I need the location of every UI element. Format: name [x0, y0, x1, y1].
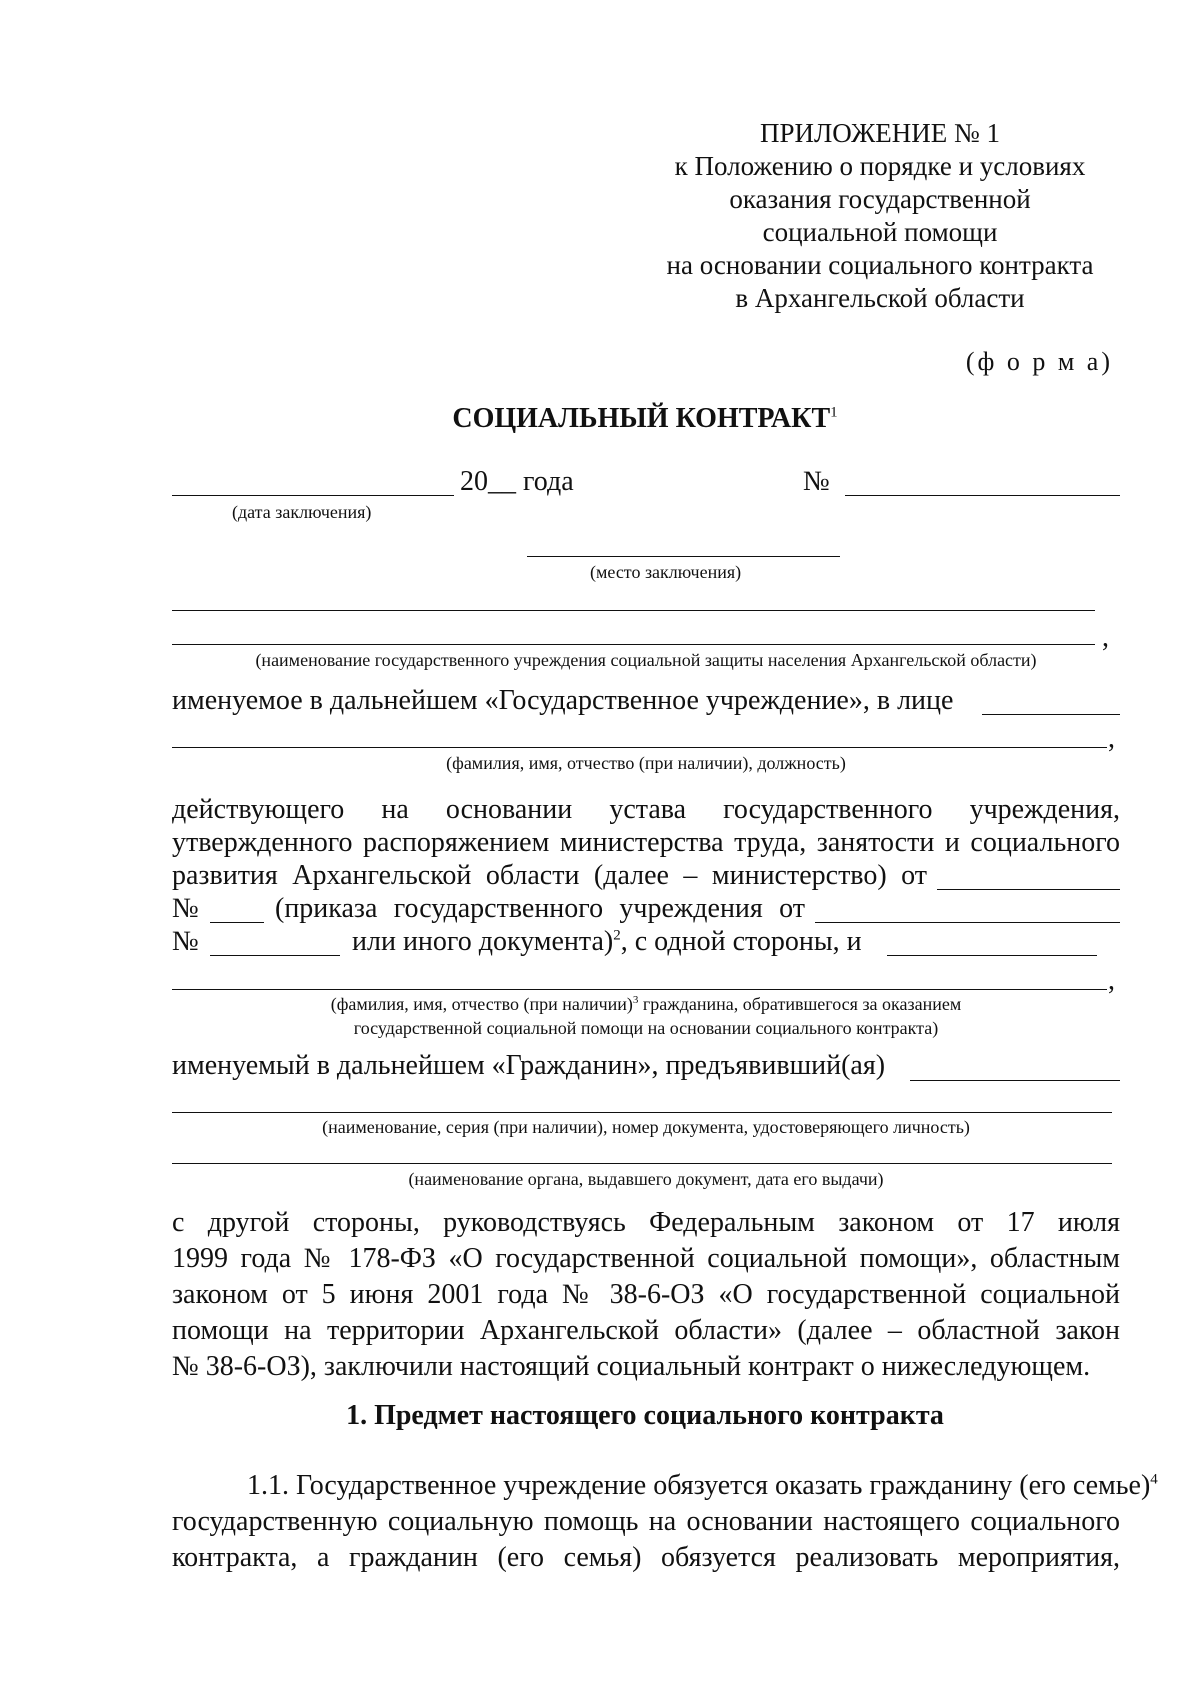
acting-line-5: [352, 926, 862, 958]
place-caption: (место заключения): [590, 562, 742, 582]
id-document-caption: (наименование, серия (при наличии), номер документа, удостоверяющего личность): [322, 1117, 970, 1137]
acting-line-5-tail: , с одной стороны, и: [620, 926, 862, 957]
paragraph-text: 1.1. Государственное учреждение обязуется оказать гражданину (его семье): [247, 1470, 1151, 1501]
date-caption: (дата заключения): [232, 502, 372, 522]
appendix-block: [640, 117, 1120, 315]
form-label: (ф о р м а): [965, 347, 1113, 376]
acting-line-5-text: или иного документа): [352, 926, 614, 957]
word: основании: [445, 794, 573, 825]
footnote-ref: 4: [1150, 1471, 1158, 1488]
acting-line-1: [172, 794, 1120, 826]
footnote-ref: 2: [613, 927, 621, 944]
number-sign: №: [172, 926, 199, 957]
named-institution-text: именуемое в дальнейшем «Государственное учреждение», в лице: [172, 685, 954, 716]
ministry-date-field[interactable]: [937, 889, 1120, 890]
appendix-line: к Положению о порядке и условиях: [674, 151, 1086, 181]
caption-text: гражданина, обратившегося за оказанием: [638, 994, 962, 1014]
issuer-caption: (наименование органа, выдавшего документ, дата его выдачи): [408, 1169, 884, 1189]
preamble-line-3: законом от 5 июня 2001 года № 38-6-ОЗ «О государственной социальной: [172, 1279, 1120, 1310]
number-sign: №: [803, 466, 830, 497]
number-sign: №: [172, 893, 199, 924]
caption-text: (фамилия, имя, отчество (при наличии): [330, 994, 633, 1014]
appendix-number: ПРИЛОЖЕНИЕ № 1: [759, 118, 1001, 148]
word: государственного: [723, 794, 933, 825]
word: устава: [609, 794, 687, 825]
appendix-line: социальной помощи: [762, 217, 998, 247]
section-paragraph-line-3: контракта, а гражданин (его семья) обязуется реализовать мероприятия,: [172, 1542, 1120, 1573]
comma: ,: [1102, 622, 1109, 653]
footnote-ref: 3: [632, 994, 639, 1006]
preamble-line-1: с другой стороны, руководствуясь Федеральным законом от 17 июля: [172, 1207, 1120, 1238]
institution-caption: (наименование государственного учреждения социальной защиты населения Архангельской области): [255, 650, 1037, 670]
appendix-line: в Архангельской области: [735, 283, 1025, 313]
appendix-line: на основании социального контракта: [666, 250, 1094, 280]
appendix-line: оказания государственной: [729, 184, 1031, 214]
date-field[interactable]: [172, 495, 454, 496]
citizen-caption-line1: [172, 994, 1120, 1015]
institution-field-line1[interactable]: [172, 610, 1095, 611]
year-text: 20__ года: [460, 466, 574, 497]
representative-field-start[interactable]: [982, 714, 1120, 715]
document-title: [0, 403, 1200, 435]
word: учреждения,: [969, 794, 1120, 825]
comma: ,: [1108, 723, 1115, 754]
citizen-field-start[interactable]: [887, 955, 1097, 956]
representative-field[interactable]: [172, 747, 1107, 748]
footnote-ref: 1: [830, 404, 838, 421]
acting-line-4: (приказа государственного учреждения от: [275, 893, 805, 924]
order-number-field[interactable]: [210, 955, 340, 956]
preamble-line-2: 1999 года № 178-ФЗ «О государственной социальной помощи», областным: [172, 1243, 1120, 1274]
section-paragraph-line-2: государственную социальную помощь на основании настоящего социального: [172, 1506, 1120, 1537]
acting-line-2: утвержденного распоряжением министерства труда, занятости и социального: [172, 827, 1120, 858]
order-date-field[interactable]: [815, 922, 1120, 923]
word: на: [381, 794, 409, 825]
title-text: СОЦИАЛЬНЫЙ КОНТРАКТ: [452, 403, 831, 434]
issuer-field[interactable]: [172, 1163, 1112, 1164]
word: действующего: [172, 794, 345, 825]
institution-field-line2[interactable]: [172, 644, 1095, 645]
citizen-caption-line2: государственной социальной помощи на основании социального контракта): [353, 1018, 939, 1038]
acting-line-3: развития Архангельской области (далее – министерство) от: [172, 860, 927, 891]
ministry-number-field[interactable]: [210, 922, 264, 923]
section-paragraph-line-1: [247, 1470, 1158, 1502]
id-document-field-start[interactable]: [910, 1080, 1120, 1081]
section-heading: 1. Предмет настоящего социального контракта: [346, 1400, 944, 1431]
comma: ,: [1108, 965, 1115, 996]
contract-number-field[interactable]: [845, 495, 1120, 496]
representative-caption: (фамилия, имя, отчество (при наличии), должность): [446, 753, 846, 773]
preamble-line-4: помощи на территории Архангельской области» (далее – областной закон: [172, 1315, 1120, 1346]
citizen-name-field[interactable]: [172, 989, 1107, 990]
place-field[interactable]: [527, 556, 840, 557]
preamble-line-5: № 38-6-ОЗ), заключили настоящий социальный контракт о нижеследующем.: [172, 1351, 1091, 1382]
id-document-field[interactable]: [172, 1112, 1112, 1113]
named-citizen-text: именуемый в дальнейшем «Гражданин», предъявивший(ая): [172, 1050, 886, 1081]
